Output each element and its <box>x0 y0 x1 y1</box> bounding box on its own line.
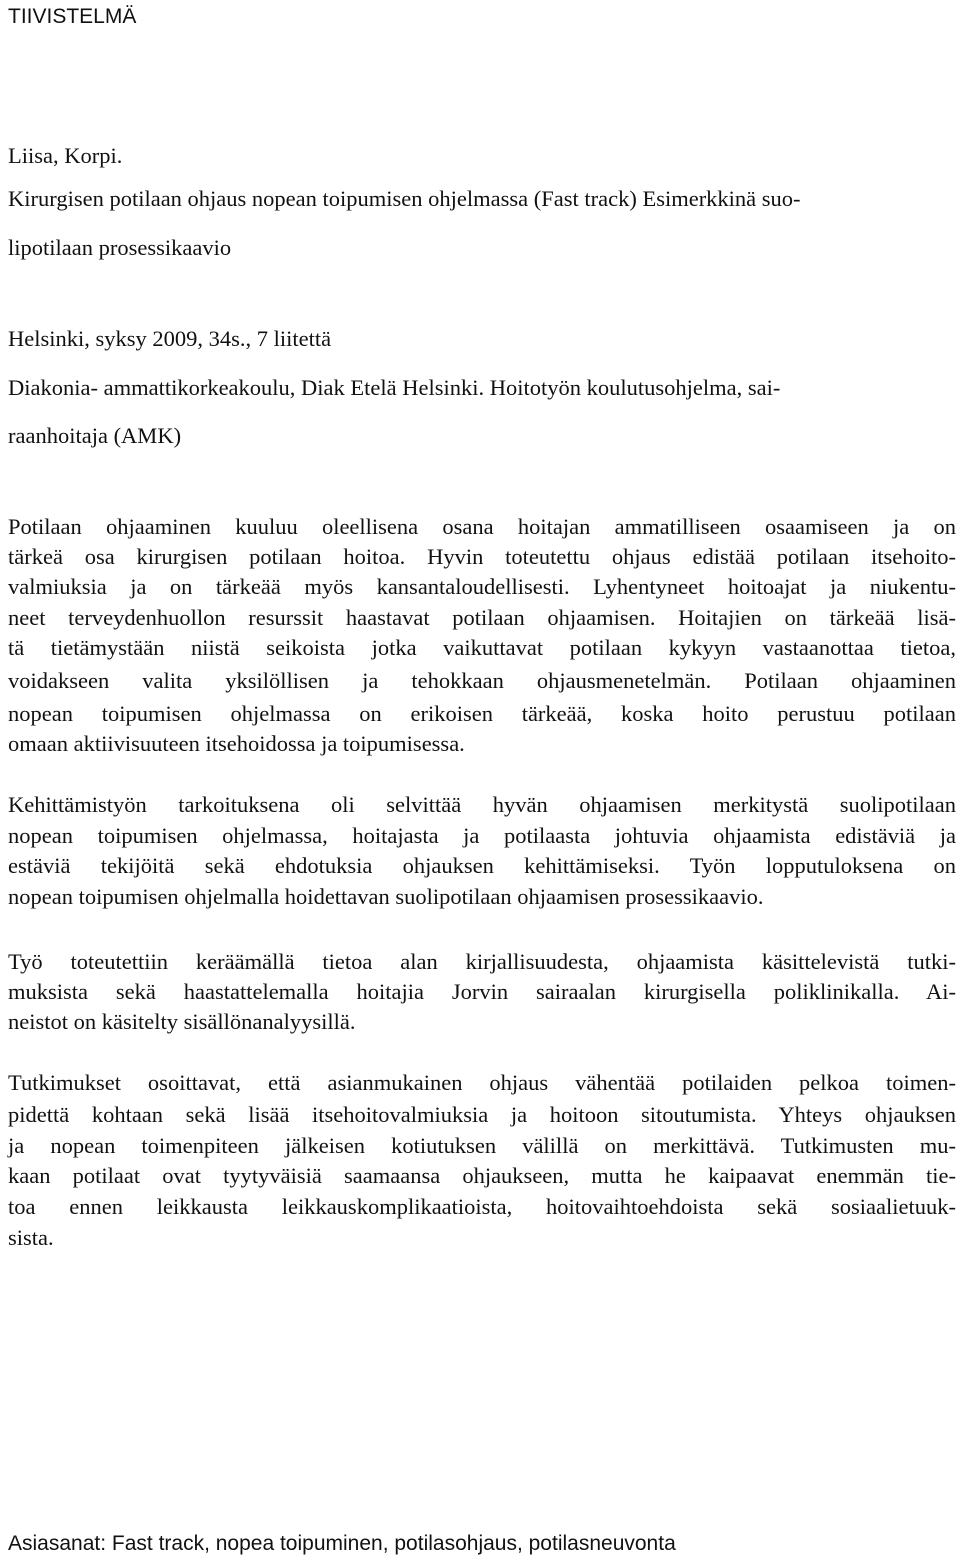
paragraph-1-line: omaan aktiivisuuteen itsehoidossa ja toipumisessa. <box>8 731 465 756</box>
thesis-title-line-1: Kirurgisen potilaan ohjaus nopean toipumisen ohjelmassa (Fast track) Esimerkkinä suo- <box>8 186 801 211</box>
paragraph-4-line: Tutkimukset osoittavat, että asianmukainen ohjaus vähentää potilaiden pelkoa toimen- <box>8 1070 956 1095</box>
paragraph-1-line: nopean toipumisen ohjelmassa on erikoisen tärkeää, koska hoito perustuu potilaan <box>8 701 956 726</box>
thesis-title-line-2: lipotilaan prosessikaavio <box>8 235 232 260</box>
keywords: Asiasanat: Fast track, nopea toipuminen, potilasohjaus, potilasneuvonta <box>8 1532 676 1555</box>
paragraph-3-line: neistot on käsitelty sisällönanalyysillä. <box>8 1009 356 1034</box>
paragraph-1-line: tärkeä osa kirurgisen potilaan hoitoa. Hyvin toteutettu ohjaus edistää potilaan itsehoito- <box>8 544 956 569</box>
paragraph-3-line: Työ toteutettiin keräämällä tietoa alan kirjallisuudesta, ohjaamista käsittelevistä tutki- <box>8 949 956 974</box>
paragraph-4-line: pidettä kohtaan sekä lisää itsehoitovalmiuksia ja hoitoon sitoutumista. Yhteys ohjauksen <box>8 1102 956 1127</box>
paragraph-1-line: neet terveydenhuollon resurssit haastavat potilaan ohjaamisen. Hoitajien on tärkeää lisä- <box>8 605 956 630</box>
paragraph-1-line: valmiuksia ja on tärkeää myös kansantaloudellisesti. Lyhentyneet hoitoajat ja niukentu- <box>8 574 956 599</box>
paragraph-4-line: ja nopean toimenpiteen jälkeisen kotiutuksen välillä on merkittävä. Tutkimusten mu- <box>8 1133 956 1158</box>
paragraph-2-line: Kehittämistyön tarkoituksena oli selvittää hyvän ohjaamisen merkitystä suolipotilaan <box>8 792 956 817</box>
paragraph-4-line: kaan potilaat ovat tyytyväisiä saamaansa ohjaukseen, mutta he kaipaavat enemmän tie- <box>8 1163 956 1188</box>
paragraph-2-line: nopean toipumisen ohjelmassa, hoitajasta ja potilaasta johtuvia ohjaamista edistäviä ja <box>8 823 956 848</box>
paragraph-4-line: sista. <box>8 1225 54 1250</box>
paragraph-2-line: estäviä tekijöitä sekä ehdotuksia ohjauksen kehittämiseksi. Työn lopputuloksena on <box>8 853 956 878</box>
paragraph-3-line: muksista sekä haastattelemalla hoitajia Jorvin sairaalan kirurgisella poliklinikalla. Ai- <box>8 979 956 1004</box>
paragraph-2-line: nopean toipumisen ohjelmalla hoidettavan suolipotilaan ohjaamisen prosessikaavio. <box>8 884 764 909</box>
paragraph-1-line: voidakseen valita yksilöllisen ja tehokkaan ohjausmenetelmän. Potilaan ohjaaminen <box>8 668 956 693</box>
institution-line-2: raanhoitaja (AMK) <box>8 423 182 448</box>
paragraph-1-line: tä tietämystään niistä seikoista jotka vaikuttavat potilaan kykyyn vastaanottaa tietoa, <box>8 635 956 660</box>
page-title: TIIVISTELMÄ <box>8 5 137 28</box>
institution-line-1: Diakonia- ammattikorkeakoulu, Diak Etelä Helsinki. Hoitotyön koulutusohjelma, sai- <box>8 375 781 400</box>
author: Liisa, Korpi. <box>8 143 123 168</box>
paragraph-1-line: Potilaan ohjaaminen kuuluu oleellisena osana hoitajan ammatilliseen osaamiseen ja on <box>8 514 956 539</box>
paragraph-4-line: toa ennen leikkausta leikkauskomplikaatioista, hoitovaihtoehdoista sekä sosiaalietuuk- <box>8 1194 956 1219</box>
place-date: Helsinki, syksy 2009, 34s., 7 liitettä <box>8 326 332 351</box>
